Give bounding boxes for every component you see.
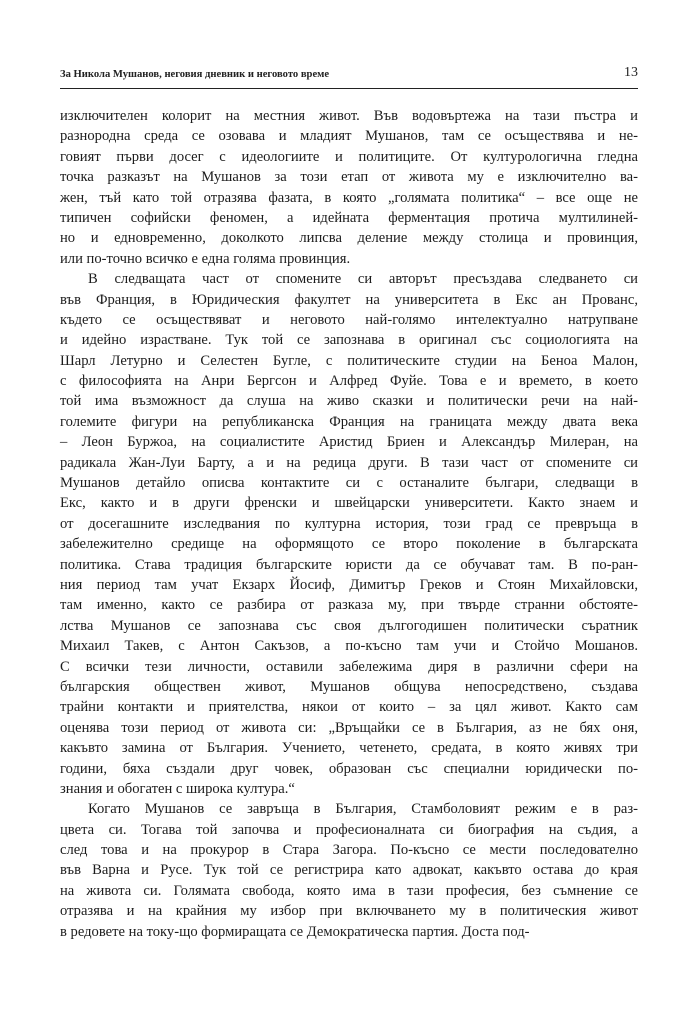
text-line: на живота си. Голямата свобода, която има в тази професия, без съмнение се <box>60 882 638 899</box>
text-line: С всички тези личности, оставили забележима диря в различни сфери на <box>60 658 638 675</box>
text-line: или по-точно всичко е една голяма провинция. <box>60 250 351 267</box>
page-number: 13 <box>624 65 638 80</box>
text-line: отразява и на крайния му избор при включването му в политическия живот <box>60 903 638 920</box>
text-line: забележително средище на оформящото се второ поколение в българската <box>60 536 638 553</box>
text-line: от досегашните изследвания по културна история, този град се превръща в <box>60 515 638 532</box>
text-line: Шарл Летурно и Селестен Бугле, с политическите студии на Беноа Малон, <box>60 352 638 369</box>
text-line: оценява този период от живота си: „Връщайки се в България, аз не бях оня, <box>60 719 638 736</box>
text-line: в редовете на току-що формиращата се Демократическа партия. Доста под- <box>60 923 530 940</box>
text-line: Михаил Такев, с Антон Сакъзов, а по-късно там учи и Стойчо Мошанов. <box>60 638 638 655</box>
text-line: години, бяха създали друг човек, образован със специални юридически по- <box>60 760 638 777</box>
text-line: където се осъществяват и неговото най-голямо интелектуално натрупване <box>60 311 638 328</box>
running-header-title: За Никола Мушанов, неговия дневник и неговото време <box>60 69 330 80</box>
text-line: знания и обогатен с широка култура.“ <box>60 780 295 797</box>
text-line: но и едновременно, доколкото липсва деление между столица и провинция, <box>60 230 638 247</box>
text-line: във Варна и Русе. Тук той се регистрира като адвокат, какъвто остава до края <box>60 862 638 879</box>
text-line: говият първи досег с идеологиите и политиците. От културологична гледна <box>60 148 638 165</box>
text-line: във Франция, в Юридическия факултет на университета в Екс ан Прованс, <box>60 291 638 308</box>
text-line: той има възможност да слуша на живо сказки и политически речи на най- <box>60 393 638 410</box>
text-line: лства Мушанов се запознава със своя дългогодишен политически съратник <box>60 617 638 634</box>
running-header <box>60 64 638 89</box>
text-line: изключителен колорит на местния живот. Във водовъртежа на тази пъстра и <box>60 108 638 124</box>
text-line: големите фигури на републиканска Франция на границата между двата века <box>60 413 638 430</box>
body-text <box>60 106 638 942</box>
text-line: радикала Жан-Луи Барту, а и на редица други. В тази част от спомените си <box>60 454 638 471</box>
text-line: Мушанов детайло описва контактите си с останалите българи, следващи в <box>60 475 638 492</box>
text-line: трайни контакти и приятелства, някои от които – за цял живот. Както сам <box>60 699 638 716</box>
text-line: какъвто замина от България. Учението, четенето, средата, в която живях три <box>60 740 638 757</box>
text-line: жен, тъй като той отразява фазата, в която „голямата политика“ – все още не <box>60 189 638 206</box>
text-line: цвета си. Тогава той започва и професионалната си биография на съдия, а <box>60 821 638 838</box>
text-line: – Леон Буржоа, на социалистите Аристид Бриен и Александър Милеран, на <box>60 434 638 451</box>
paragraph <box>60 269 638 799</box>
text-line: разнородна среда се озовава и младият Мушанов, там се осъществява и не- <box>60 128 638 145</box>
text-line: типичен софийски феномен, а идейната ферментация протича мултилиней- <box>60 209 638 226</box>
paragraph <box>60 799 638 942</box>
text-line: и идейно израстване. Тук той се запознава в оригинал със социологията на <box>60 332 638 349</box>
text-line: там именно, както се разбира от разказа му, при твърде странни обстояте- <box>60 597 638 614</box>
text-line: след това и на прокурор в Стара Загора. По-късно се мести последователно <box>60 842 638 859</box>
text-line: българския обществен живот, Мушанов общува непосредствено, създава <box>60 678 638 695</box>
text-line: Екс, както и в други френски и швейцарски университети. Както знаем и <box>60 495 638 512</box>
paragraph <box>60 106 638 269</box>
text-line: ния период там учат Екзарх Йосиф, Димитър Греков и Стоян Михайловски, <box>60 576 638 593</box>
text-line: В следващата част от спомените си авторът пресъздава следването си <box>88 271 638 288</box>
text-line: Когато Мушанов се завръща в България, Стамболовият режим е в раз- <box>88 801 638 818</box>
text-line: с философията на Анри Бергсон и Алфред Фуйе. Това е и времето, в което <box>60 373 638 390</box>
text-line: политика. Става традиция българските юристи да се обучават там. В по-ран- <box>60 556 638 573</box>
text-line: точка разказът на Мушанов за този етап от живота му е изключително ва- <box>60 169 638 186</box>
